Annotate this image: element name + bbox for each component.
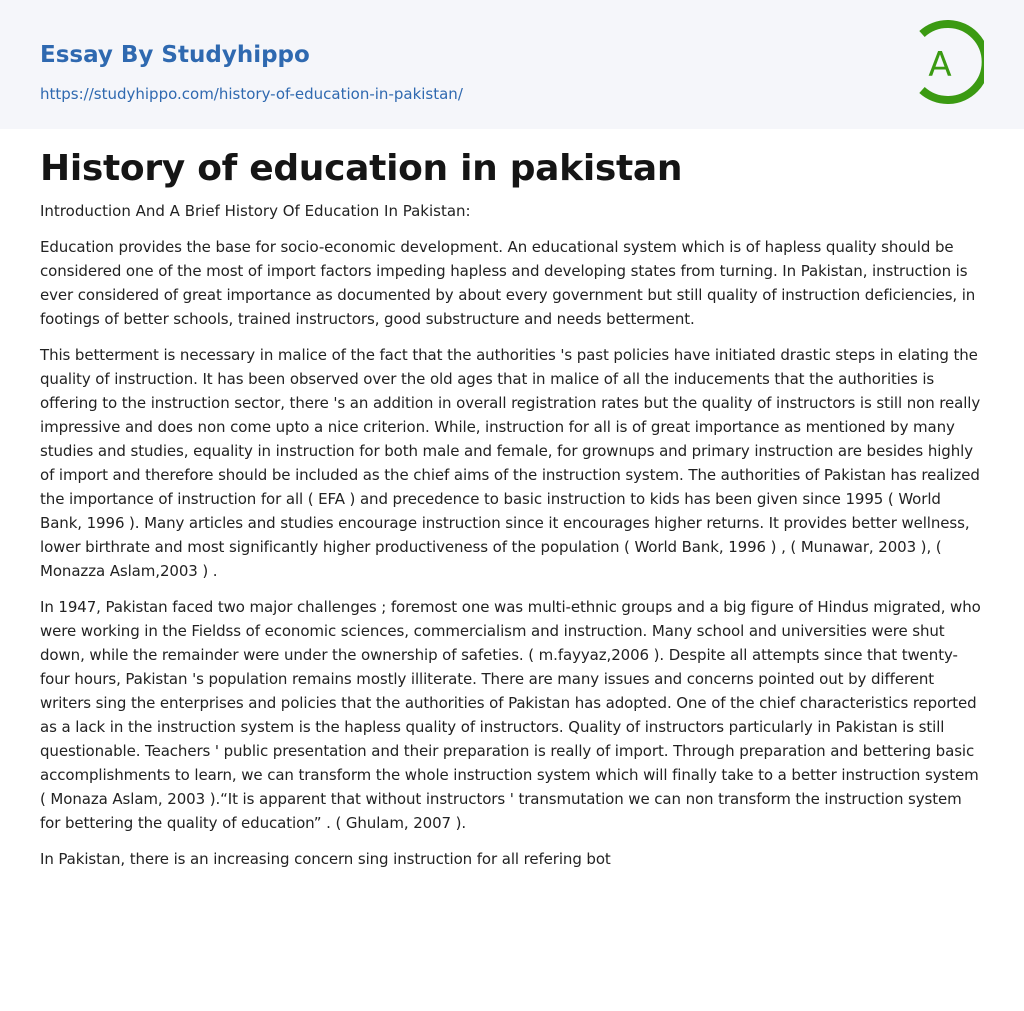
paragraph: Education provides the base for socio-economic development. An educational system which is of hapless quality should be considered one of the most of import factors impeding hapless and developing states from turning. In Pakistan, instruction is ever considered of great importance as documented by about every government but still quality of instruction deficiencies, in footings of better schools, trained instructors, good substructure and needs betterment. bbox=[40, 238, 976, 328]
studyhippo-logo-icon[interactable] bbox=[914, 20, 984, 104]
svg-text:A: A bbox=[928, 45, 952, 85]
article-subtitle: Introduction And A Brief History Of Education In Pakistan: bbox=[40, 202, 471, 220]
paragraph: In 1947, Pakistan faced two major challenges ; foremost one was multi-ethnic groups and a big figure of Hindus migrated, who were working in the Fieldss of economic sciences, commercialism and instruction. Many school and universities were shut down, while the remainder were under the ownership of safeties. ( m.fayyaz,2006 ). Despite all attempts since that twenty-four hours, Pakistan 's population remains mostly illiterate. There are many issues and concerns pointed out by different writers sing the enterprises and policies that the authorities of Pakistan has adopted. One of the chief characteristics reported as a lack in the instruction system is the hapless quality of instructors. Quality of instructors particularly in Pakistan is still questionable. Teachers ' public presentation and their preparation is really of import. Through preparation and bettering basic accomplishments to learn, we can transform the whole instruction system which will finally take to a better instruction system ( Monaza Aslam, 2003 ).“It is apparent that without instructors ' transmutation we can non transform the instruction system for bettering the quality of education” . ( Ghulam, 2007 ). bbox=[40, 598, 981, 832]
site-header bbox=[0, 0, 1024, 129]
page-url-link[interactable]: https://studyhippo.com/history-of-education-in-pakistan/ bbox=[40, 85, 463, 103]
paragraph: This betterment is necessary in malice of the fact that the authorities 's past policies have initiated drastic steps in elating the quality of instruction. It has been observed over the old ages that in malice of all the inducements that the authorities is offering to the instruction sector, there 's an addition in overall registration rates but the quality of instructors is still non really impressive and does non come upto a nice criterion. While, instruction for all is of great importance as mentioned by many studies and studies, equality in instruction for both male and female, for grownups and primary instruction are besides highly of import and therefore should be included as the chief aims of the instruction system. The authorities of Pakistan has realized the importance of instruction for all ( EFA ) and precedence to basic instruction to kids has been given since 1995 ( World Bank, 1996 ). Many articles and studies encourage instruction since it encourages higher returns. It provides better wellness, lower birthrate and most significantly higher productiveness of the population ( World Bank, 1996 ) , ( Munawar, 2003 ), ( Monazza Aslam,2003 ) . bbox=[40, 346, 981, 580]
paragraph: In Pakistan, there is an increasing concern sing instruction for all refering bot bbox=[40, 850, 611, 868]
page-title: History of education in pakistan bbox=[40, 148, 683, 189]
article bbox=[0, 147, 1024, 871]
brand-title[interactable]: Essay By Studyhippo bbox=[40, 42, 310, 68]
